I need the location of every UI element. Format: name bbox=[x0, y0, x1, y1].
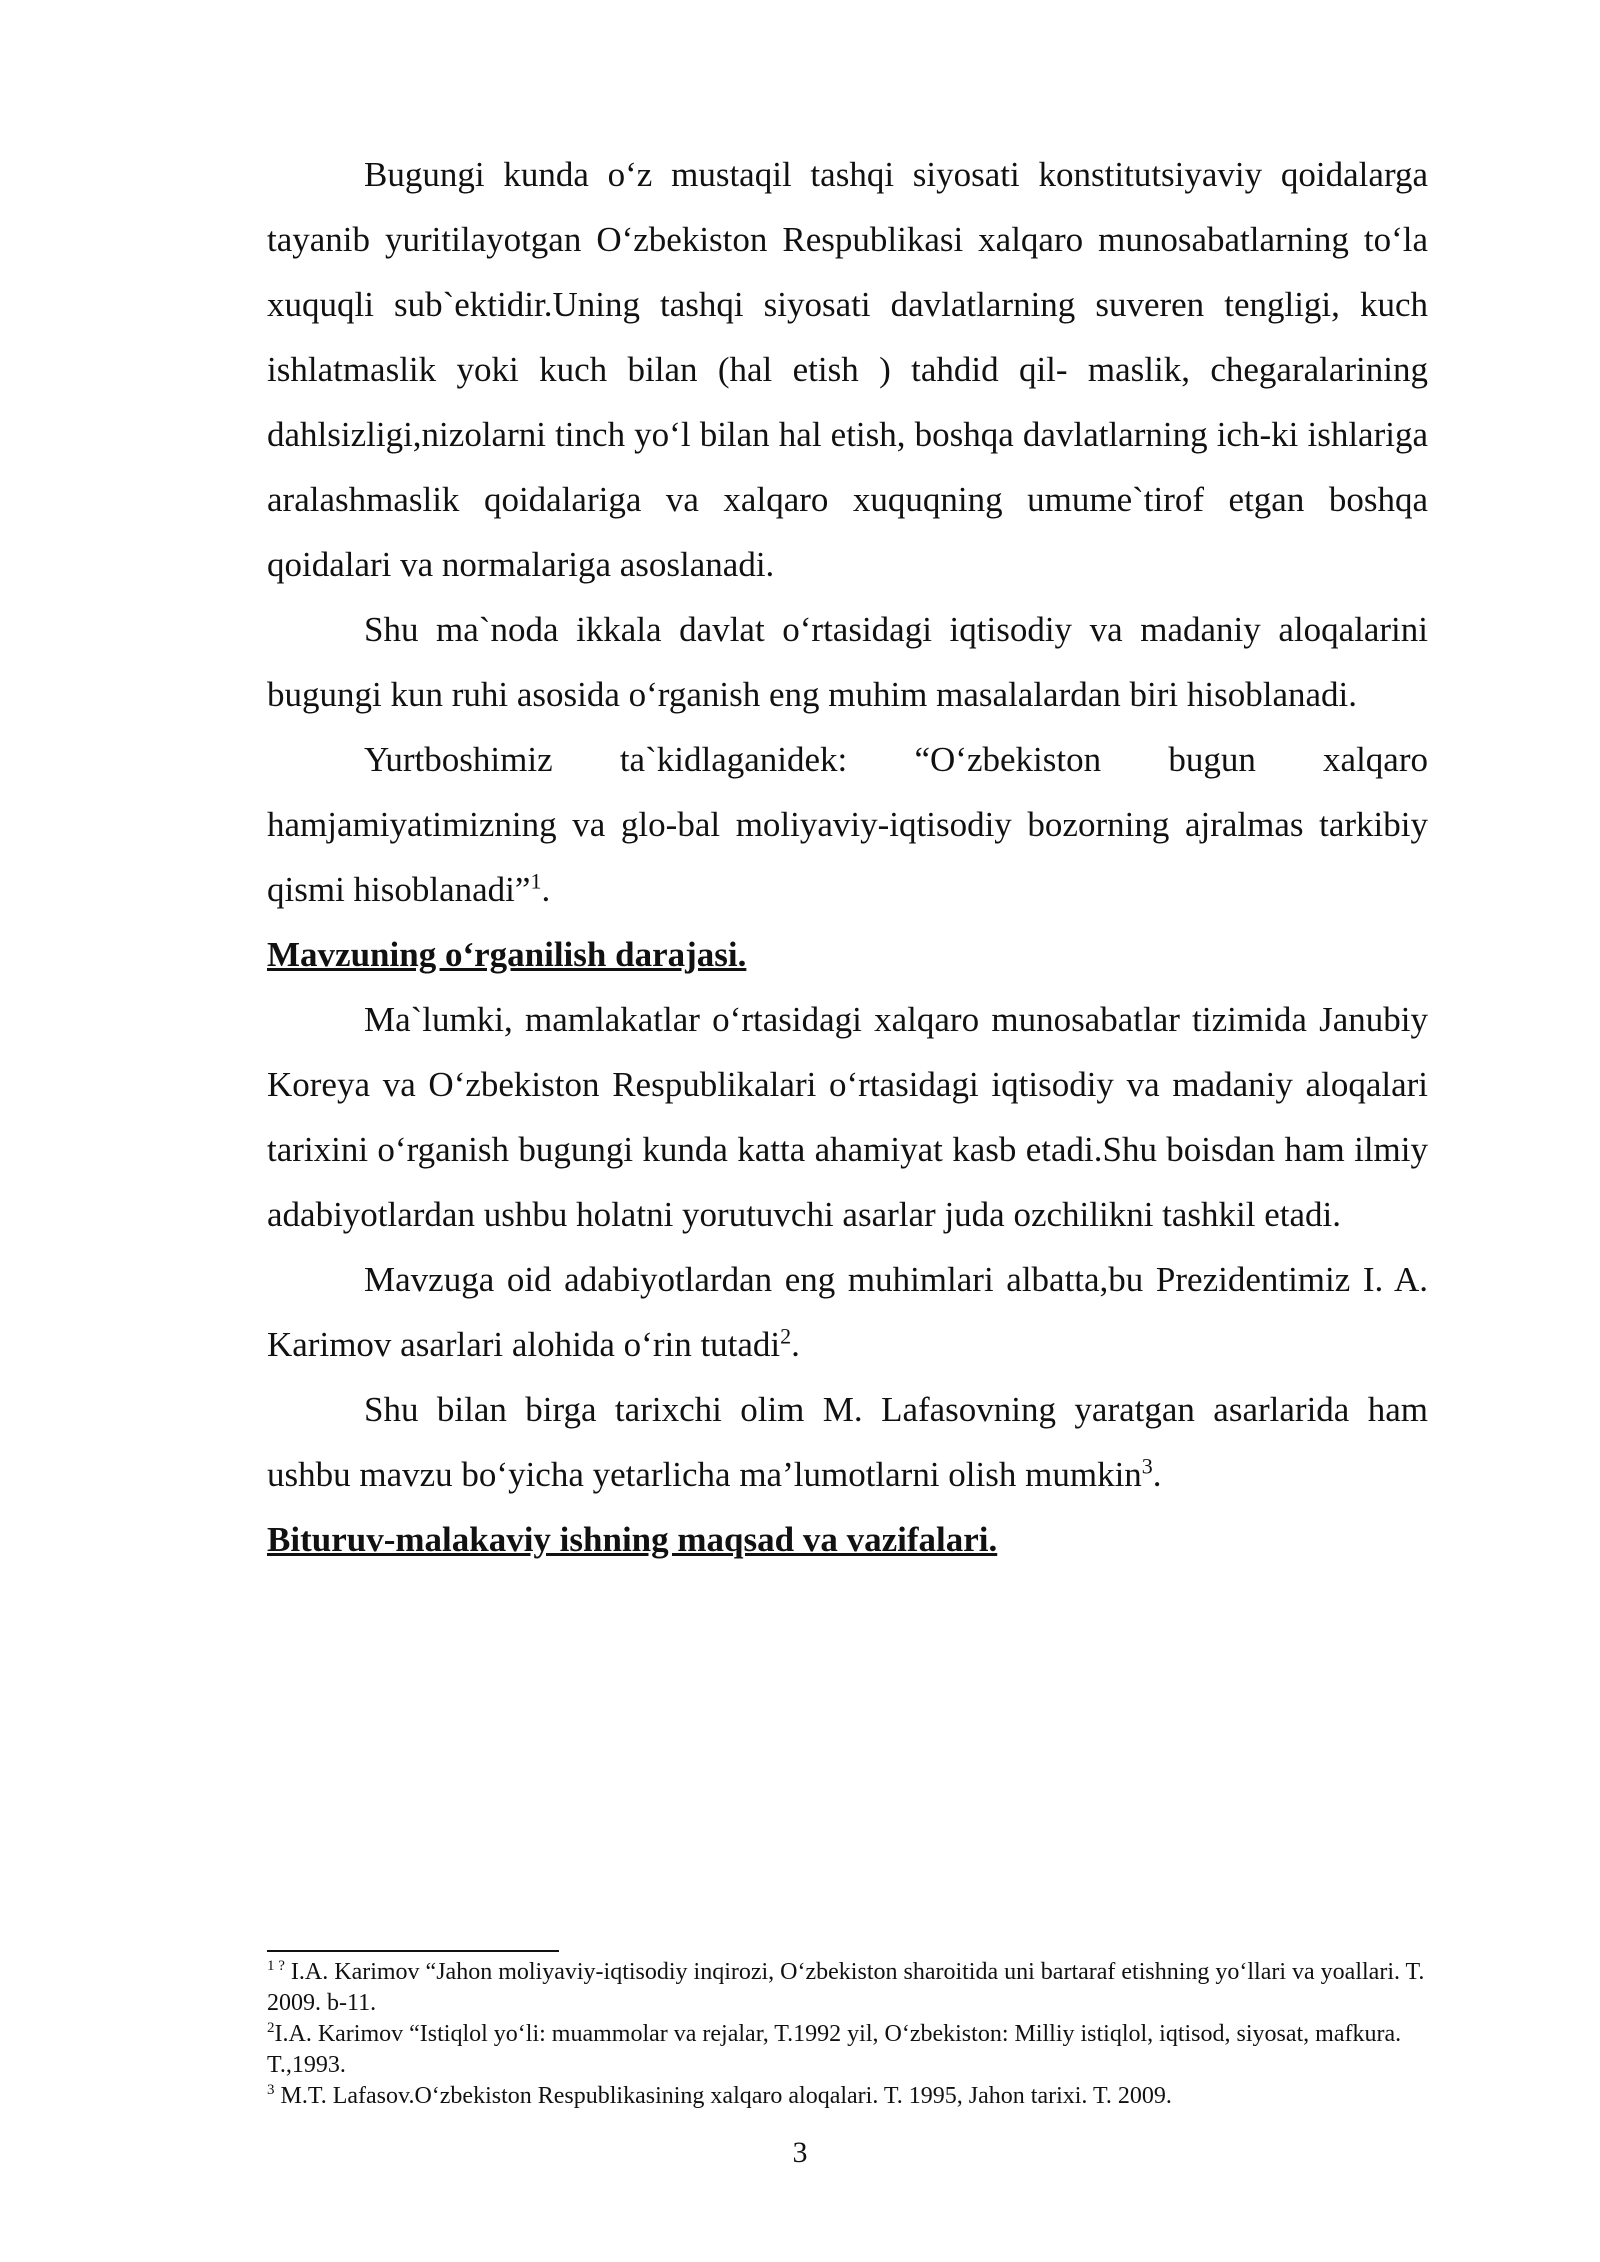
paragraph-1-text: Bugungi kunda o‘z mustaqil tashqi siyosati konstitutsiyaviy qoidalarga tayanib yuritilayotgan O‘zbekiston Respublikasi xalqaro munosabatlarning to‘la xuquqli sub`ektidir.Uning tashqi siyosati davlatlarning suveren tengligi, kuch ishlatmaslik yoki kuch bilan (hal etish ) tahdid qil- maslik, chegaralarining dahlsizligi,nizolarni tinch yo‘l bilan hal etish, boshqa davlatlarning ich-ki ishlariga aralashmaslik qoidalariga va xalqaro xuquqning umume`tirof etgan boshqa qoidalari va normalariga asoslanadi. bbox=[267, 155, 1428, 584]
footnote-ref-3[interactable]: 3 bbox=[1141, 1453, 1153, 1479]
section-heading-study-level: Mavzuning o‘rganilish darajasi. bbox=[267, 935, 747, 974]
page-number: 3 bbox=[792, 2136, 808, 2169]
body-text bbox=[267, 142, 1428, 1572]
footnotes bbox=[267, 1957, 1428, 2112]
footnote-separator bbox=[267, 1950, 559, 1952]
paragraph-3 bbox=[267, 727, 1428, 922]
paragraph-1 bbox=[267, 142, 1428, 597]
footnote-2-mark: 2 bbox=[267, 2020, 275, 2036]
footnote-2 bbox=[267, 2019, 1428, 2081]
footnote-1 bbox=[267, 1957, 1428, 2019]
footnote-3 bbox=[267, 2081, 1428, 2112]
paragraph-3-end: . bbox=[541, 870, 551, 909]
section-heading-goals: Bituruv-malakaviy ishning maqsad va vazifalari. bbox=[267, 1520, 998, 1559]
paragraph-4-text: Ma`lumki, mamlakatlar o‘rtasidagi xalqaro munosabatlar tizimida Janubiy Koreya va O‘zbekiston Respublikalari o‘rtasidagi iqtisodiy va madaniy aloqalari tarixini o‘rganish bugungi kunda katta ahamiyat kasb etadi.Shu boisdan ham ilmiy adabiyotlardan ushbu holatni yorutuvchi asarlar juda ozchilikni tashkil etadi. bbox=[267, 1000, 1428, 1234]
paragraph-6-text: Shu bilan birga tarixchi olim M. Lafasovning yaratgan asarlarida ham ushbu mavzu bo‘yicha yetarlicha ma’lumotlarni olish mumkin bbox=[267, 1390, 1428, 1494]
footnote-1-mark: 1 ? bbox=[267, 1958, 285, 1974]
paragraph-5 bbox=[267, 1247, 1428, 1377]
footnote-ref-2[interactable]: 2 bbox=[780, 1323, 792, 1349]
paragraph-4 bbox=[267, 987, 1428, 1247]
paragraph-5-text: Mavzuga oid adabiyotlardan eng muhimlari albatta,bu Prezidentimiz I. A. Karimov asarlari alohida o‘rin tutadi bbox=[267, 1260, 1428, 1364]
footnote-ref-1[interactable]: 1 bbox=[530, 868, 542, 894]
paragraph-2 bbox=[267, 597, 1428, 727]
paragraph-2-text: Shu ma`noda ikkala davlat o‘rtasidagi iqtisodiy va madaniy aloqalarini bugungi kun ruhi asosida o‘rganish eng muhim masalalardan biri hisoblanadi. bbox=[267, 610, 1428, 714]
footnote-3-text: M.T. Lafasov.O‘zbekiston Respublikasining xalqaro aloqalari. T. 1995, Jahon tarixi. T. 2009. bbox=[280, 2083, 1172, 2109]
paragraph-6 bbox=[267, 1377, 1428, 1507]
footnote-3-mark: 3 bbox=[267, 2082, 275, 2098]
paragraph-3-text: Yurtboshimiz ta`kidlaganidek: “O‘zbekiston bugun xalqaro hamjamiyatimizning va glo-bal moliyaviy-iqtisodiy bozorning ajralmas tarkibiy qismi hisoblanadi” bbox=[267, 740, 1428, 909]
footnote-1-text: I.A. Karimov “Jahon moliyaviy-iqtisodiy inqirozi, O‘zbekiston sharoitida uni bartaraf etishning yo‘llari va yoallari. T. 2009. b-11. bbox=[267, 1959, 1425, 2016]
paragraph-6-end: . bbox=[1152, 1455, 1162, 1494]
paragraph-5-end: . bbox=[791, 1325, 800, 1364]
footnote-2-text: I.A. Karimov “Istiqlol yo‘li: muammolar va rejalar, T.1992 yil, O‘zbekiston: Milliy istiqlol, iqtisod, siyosat, mafkura. T.,1993. bbox=[267, 2021, 1402, 2078]
